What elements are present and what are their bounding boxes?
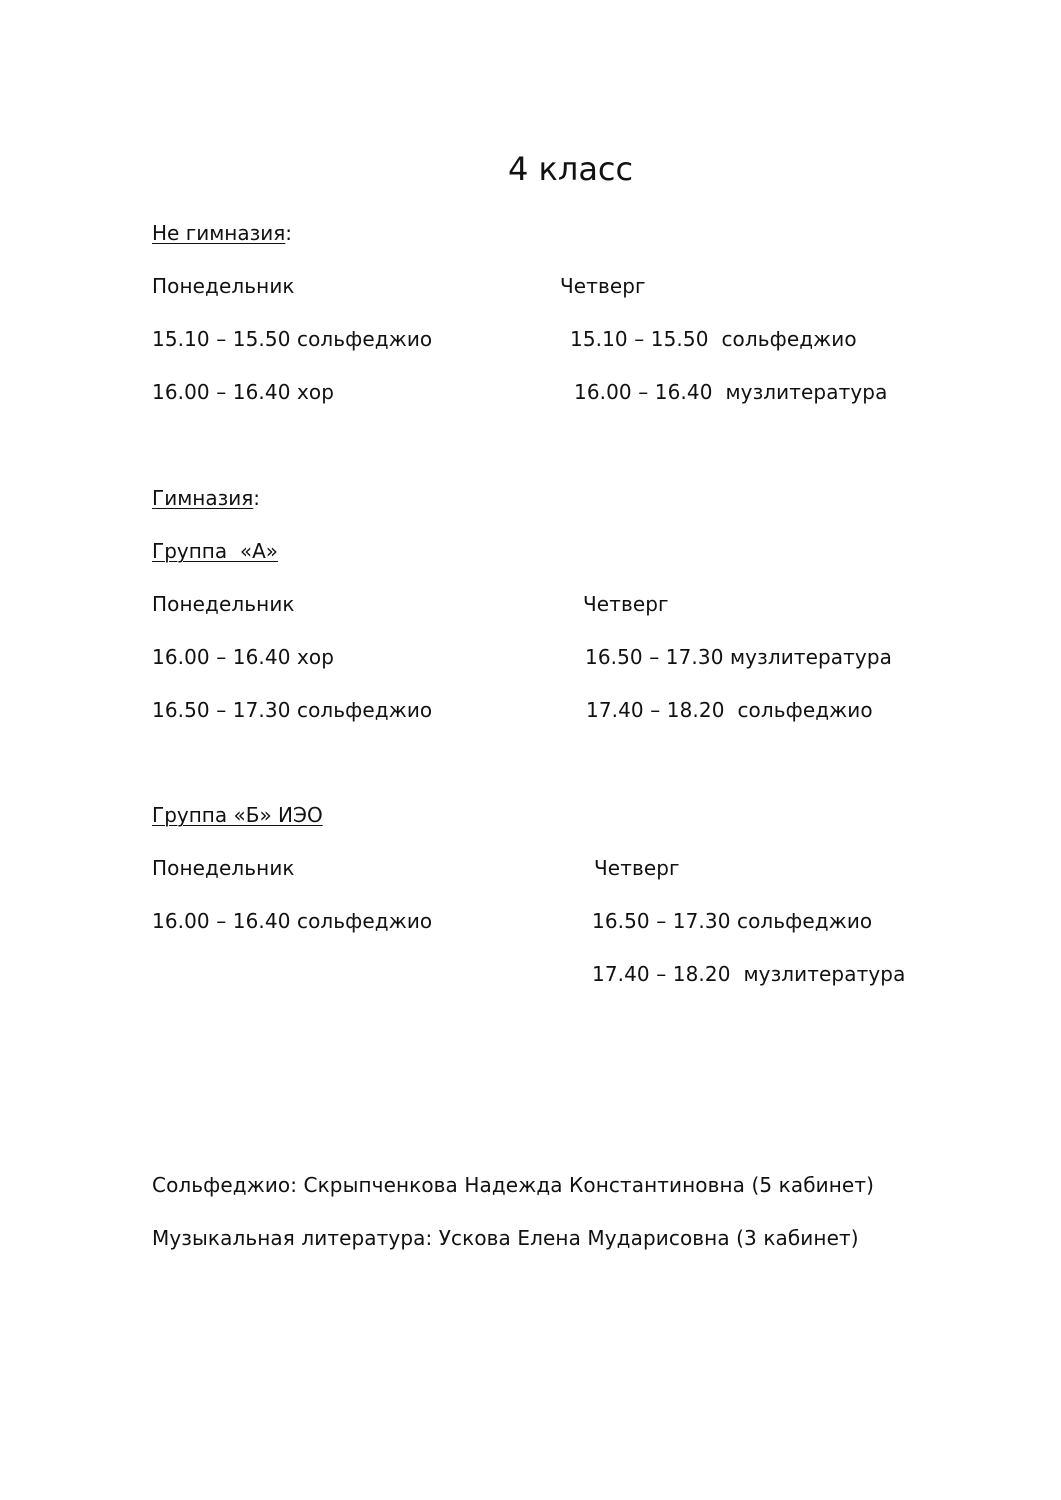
- teacher-note: Музыкальная литература: Ускова Елена Мударисовна (3 кабинет): [152, 1226, 859, 1250]
- lesson-item: 16.00 – 16.40 сольфеджио: [152, 909, 433, 933]
- teacher-note: Сольфеджио: Скрыпченкова Надежда Константиновна (5 кабинет): [152, 1173, 874, 1197]
- day-monday: Понедельник: [152, 592, 295, 616]
- lesson-item: 17.40 – 18.20 музлитература: [592, 962, 906, 986]
- lesson-item: 17.40 – 18.20 сольфеджио: [586, 698, 873, 722]
- section-heading-non-gymnasium: [152, 221, 292, 245]
- group-heading-text: Группа «Б» ИЭО: [152, 803, 323, 827]
- page-title: 4 класс: [508, 150, 634, 188]
- lesson-item: 16.00 – 16.40 музлитература: [574, 380, 888, 404]
- group-b-heading: [152, 803, 323, 827]
- lesson-item: 16.00 – 16.40 хор: [152, 380, 335, 404]
- lesson-item: 16.50 – 17.30 сольфеджио: [152, 698, 433, 722]
- lesson-item: 16.50 – 17.30 сольфеджио: [592, 909, 873, 933]
- lesson-item: 15.10 – 15.50 сольфеджио: [570, 327, 857, 351]
- section-heading-text: Гимназия: [152, 486, 254, 510]
- day-thursday: Четверг: [560, 274, 646, 298]
- section-heading-text: Не гимназия: [152, 221, 286, 245]
- day-thursday: Четверг: [583, 592, 669, 616]
- section-heading-colon: :: [285, 221, 293, 245]
- group-heading-text: Группа «А»: [152, 539, 279, 563]
- lesson-item: 16.00 – 16.40 хор: [152, 645, 335, 669]
- group-a-heading: [152, 539, 278, 563]
- section-heading-colon: :: [253, 486, 261, 510]
- day-monday: Понедельник: [152, 856, 295, 880]
- lesson-item: 15.10 – 15.50 сольфеджио: [152, 327, 433, 351]
- lesson-item: 16.50 – 17.30 музлитература: [585, 645, 892, 669]
- day-monday: Понедельник: [152, 274, 295, 298]
- day-thursday: Четверг: [594, 856, 680, 880]
- section-heading-gymnasium: [152, 486, 260, 510]
